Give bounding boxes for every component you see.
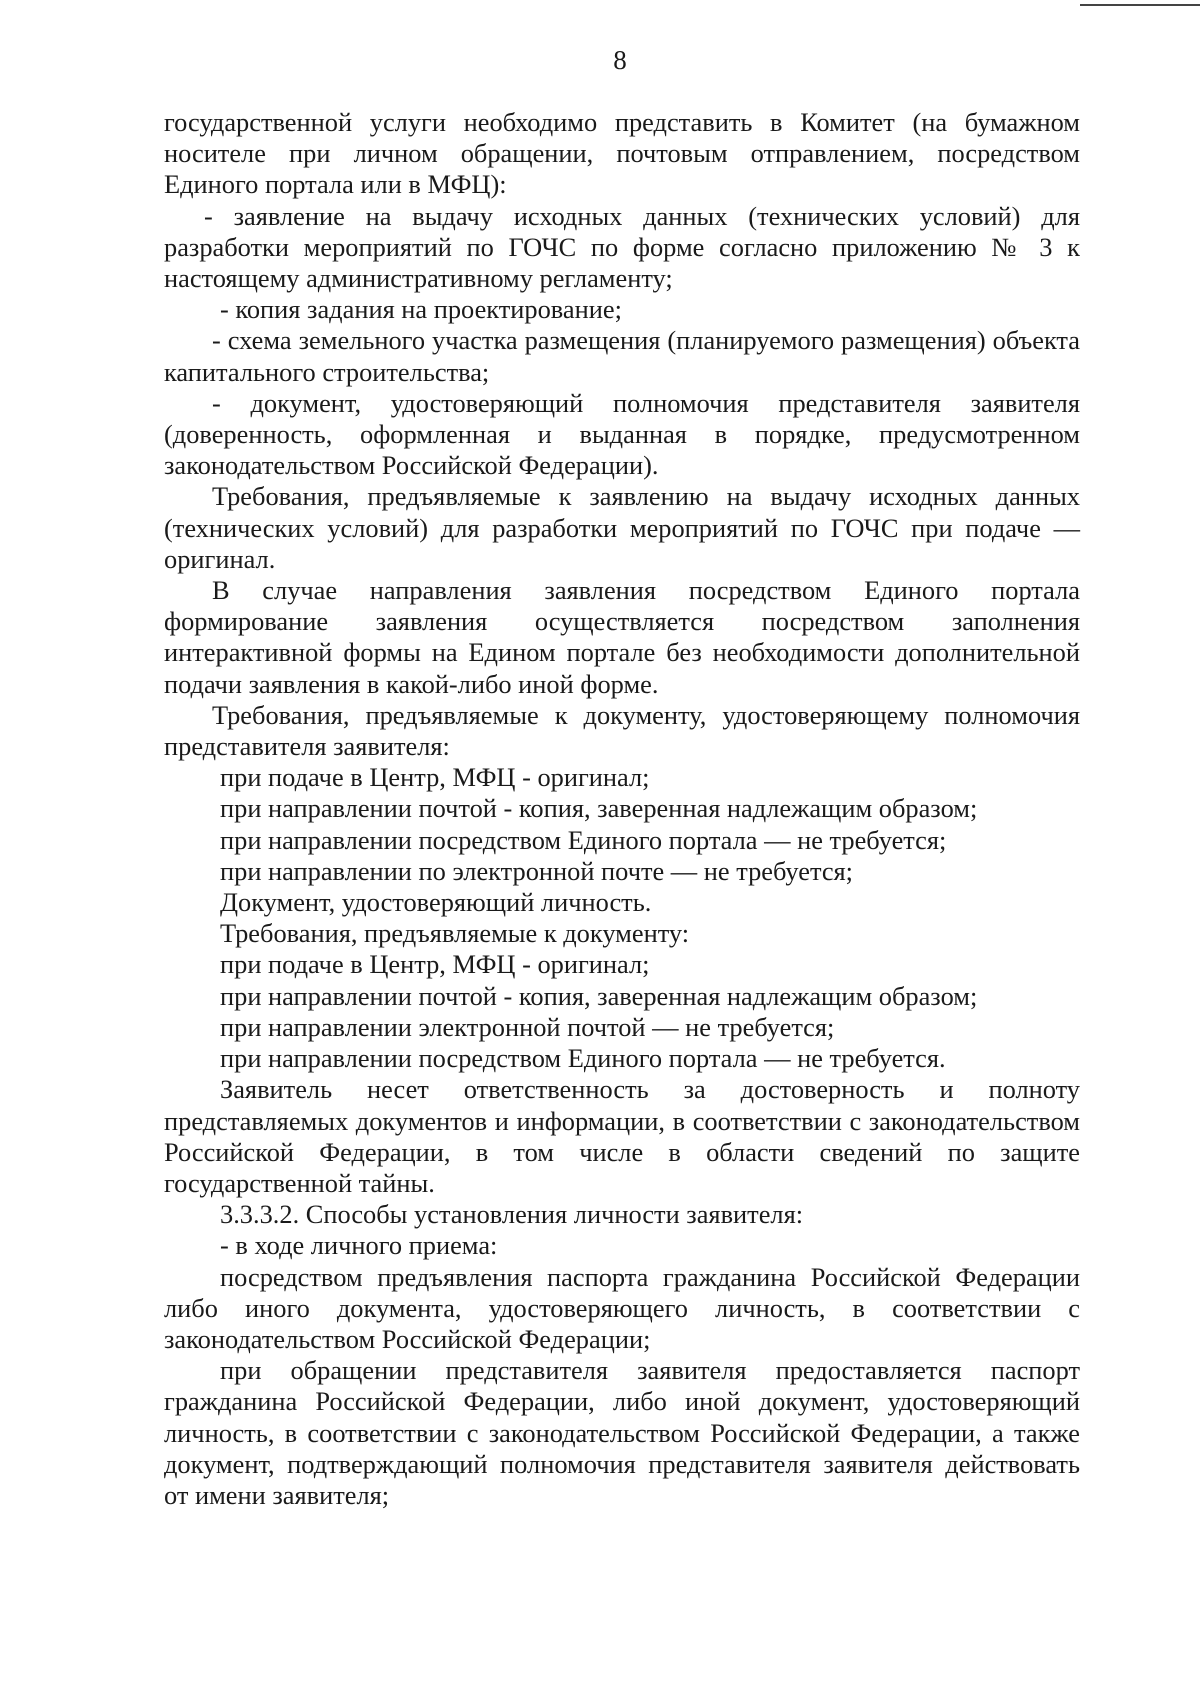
paragraph-submission-intro: государственной услуги необходимо представить в Комитет (на бумажном носителе при личном обращении, почтовым отправлением, посредством Единого портала или в МФЦ): <box>164 107 1080 200</box>
list-item-authority-document: - документ, удостоверяющий полномочия представителя заявителя (доверенность, оформленная и выданная в порядке, предусмотренном законодательством Российской Федерации). <box>164 387 1080 481</box>
paragraph-representative-doc-requirements: Требования, предъявляемые к документу, удостоверяющему полномочия представителя заявителя: <box>164 699 1080 762</box>
paragraph-portal-submission: В случае направления заявления посредством Единого портала формирование заявления осуществляется посредством заполнения интерактивной формы на Едином портале без необходимости дополнительной подачи заявления в какой-либо иной форме. <box>164 575 1080 699</box>
identity-document-heading: Документ, удостоверяющий личность. <box>220 887 652 918</box>
requirement-line: при направлении посредством Единого портала — не требуется. <box>220 1043 946 1074</box>
paragraph-applicant-responsibility: Заявитель несет ответственность за достоверность и полноту представляемых документов и информации, в соответствии с законодательством Российской Федерации, в том числе в области сведений по защите государственной тайны. <box>164 1074 1080 1198</box>
scan-edge-mark <box>1080 4 1200 6</box>
requirement-line: при направлении почтой - копия, заверенная надлежащим образом; <box>220 793 978 824</box>
requirement-line: при подаче в Центр, МФЦ - оригинал; <box>220 762 650 793</box>
paragraph-passport-presentation: посредством предъявления паспорта гражданина Российской Федерации либо иного документа, удостоверяющего личность, в соответствии с законодательством Российской Федерации; <box>164 1261 1080 1354</box>
page-number: 8 <box>613 45 627 75</box>
document-body <box>164 107 1080 1511</box>
list-item-land-plot-scheme: - схема земельного участка размещения (планируемого размещения) объекта капитального строительства; <box>164 325 1080 387</box>
requirement-line: при направлении по электронной почте — не требуется; <box>220 855 854 886</box>
requirement-line: при подаче в Центр, МФЦ - оригинал; <box>220 949 650 980</box>
list-item-personal-reception: - в ходе личного приема: <box>220 1230 498 1261</box>
requirement-line: при направлении электронной почтой — не требуется; <box>220 1011 835 1042</box>
list-item-application: - заявление на выдачу исходных данных (технических условий) для разработки мероприятий по ГОЧС по форме согласно приложению № 3 к настоящему административному регламенту; <box>164 200 1080 294</box>
section-heading-3-3-3-2: 3.3.3.2. Способы установления личности заявителя: <box>220 1199 804 1230</box>
requirement-line: при направлении посредством Единого портала — не требуется; <box>220 824 947 855</box>
list-item-design-task-copy: - копия задания на проектирование; <box>220 294 622 325</box>
paragraph-representative-identification: при обращении представителя заявителя предоставляется паспорт гражданина Российской Федерации, либо иной документ, удостоверяющий личность, в соответствии с законодательством Российской Федерации, а также документ, подтверждающий полномочия представителя заявителя действовать от имени заявителя; <box>164 1355 1080 1510</box>
requirement-line: при направлении почтой - копия, заверенная надлежащим образом; <box>220 980 978 1011</box>
paragraph-application-requirements: Требования, предъявляемые к заявлению на выдачу исходных данных (технических условий) для разработки мероприятий по ГОЧС при подаче — оригинал. <box>164 481 1080 574</box>
requirement-line: Требования, предъявляемые к документу: <box>220 918 690 949</box>
